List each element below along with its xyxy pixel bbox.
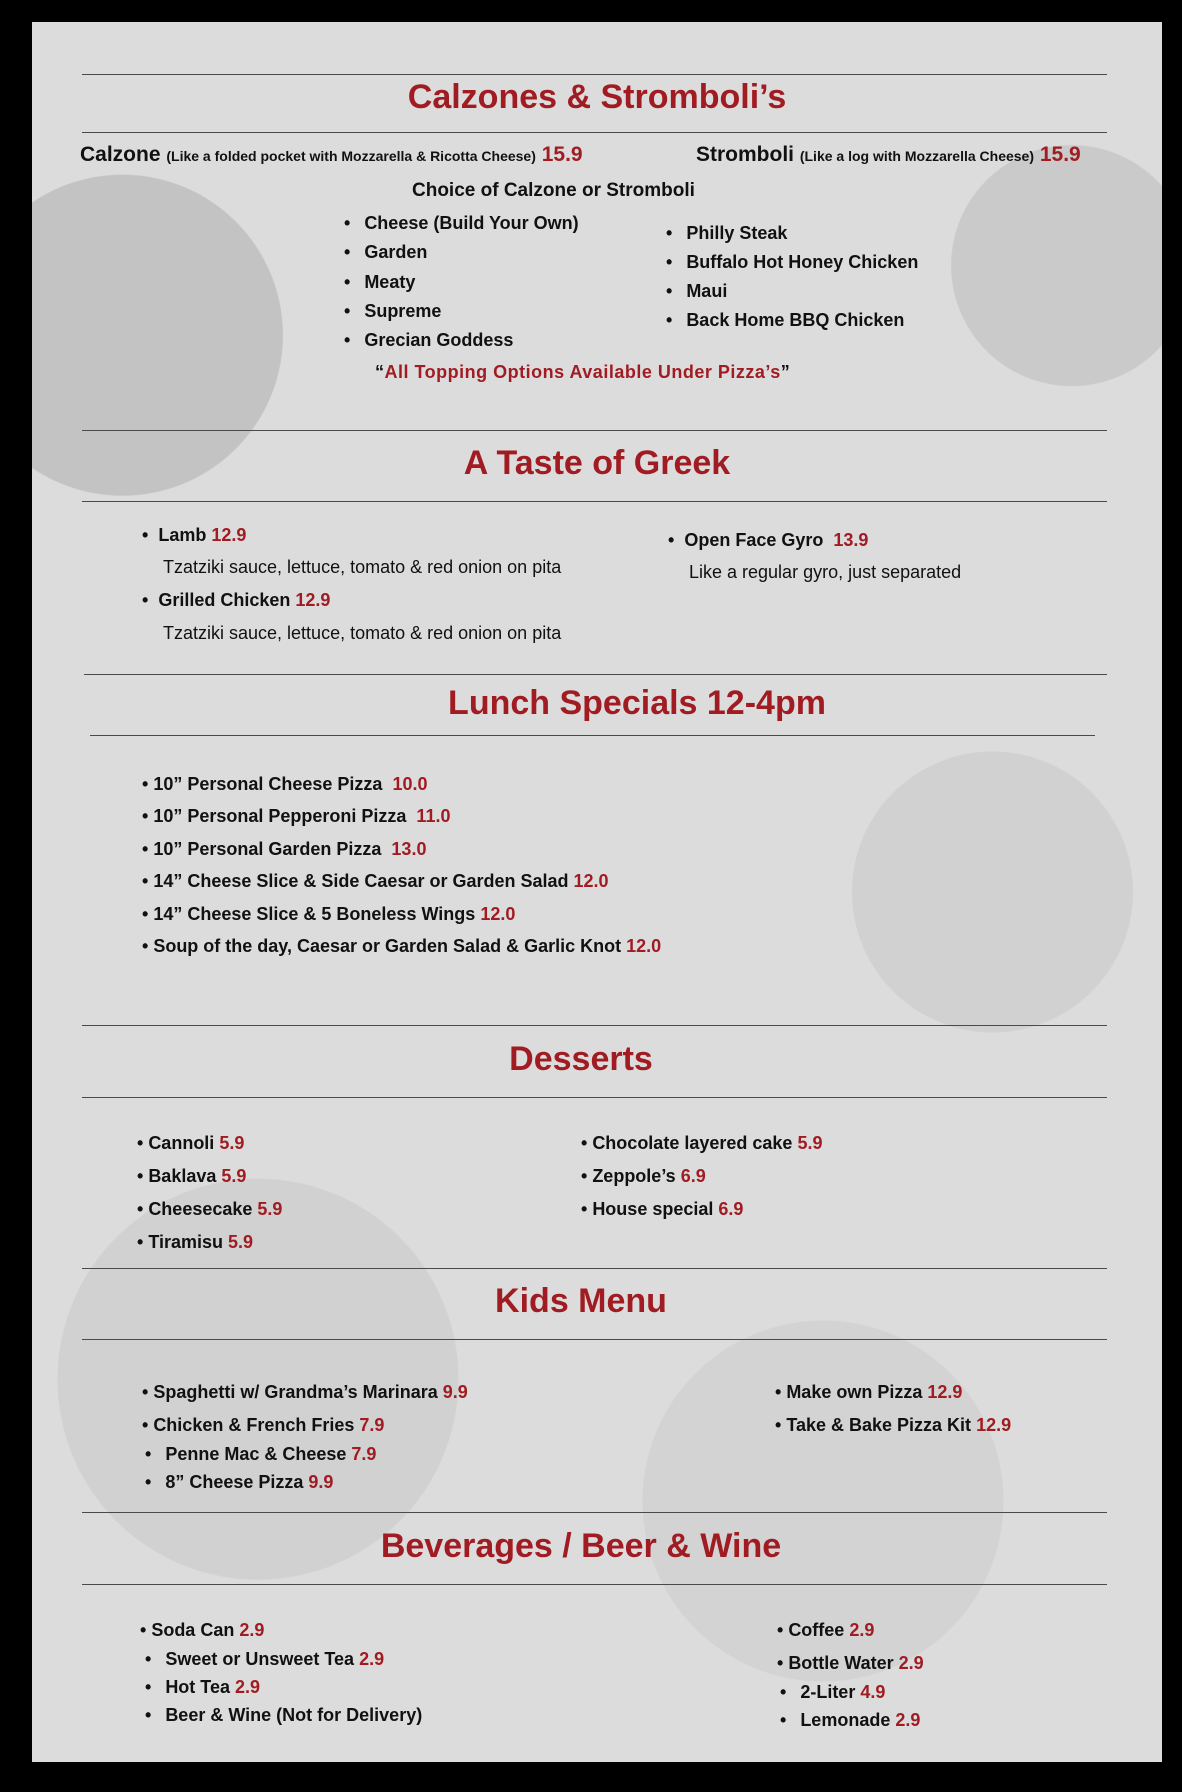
item-price: 6.9 (680, 1166, 706, 1186)
divider (82, 1339, 1107, 1340)
greek-item (142, 590, 330, 611)
calzone-option: • Supreme (344, 301, 441, 322)
menu-page (32, 22, 1162, 1762)
item-name: Cheesecake (148, 1199, 253, 1219)
item-name: 14” Cheese Slice & 5 Boneless Wings (153, 904, 476, 924)
item-name: 10” Personal Pepperoni Pizza (153, 806, 407, 826)
section-title-lunch: Lunch Specials 12-4pm (448, 684, 826, 722)
calzone-option: • Philly Steak (666, 223, 787, 244)
item-price: 2.9 (898, 1653, 924, 1673)
item-name: 10” Personal Garden Pizza (153, 839, 382, 859)
item-price: 9.9 (442, 1382, 468, 1402)
lunch-item (142, 904, 515, 925)
item-name: Beer & Wine (Not for Delivery) (165, 1705, 423, 1725)
divider (82, 132, 1107, 133)
beverage-item (780, 1710, 920, 1731)
item-name: Penne Mac & Cheese (165, 1444, 347, 1464)
dessert-item (581, 1166, 706, 1187)
item-name: Baklava (148, 1166, 217, 1186)
divider (82, 1584, 1107, 1585)
item-name: Soda Can (151, 1620, 235, 1640)
item-price: 10.0 (392, 774, 428, 794)
divider (82, 74, 1107, 75)
item-price: 12.0 (480, 904, 516, 924)
divider (90, 735, 1095, 736)
dessert-item (137, 1166, 246, 1187)
kids-item (775, 1382, 962, 1403)
section-title-calzones: Calzones & Stromboli’s (407, 78, 787, 116)
calzone-option: • Grecian Goddess (344, 330, 513, 351)
item-price: 5.9 (221, 1166, 247, 1186)
divider (82, 1025, 1107, 1026)
item-name: Zeppole’s (592, 1166, 676, 1186)
greek-item (668, 530, 868, 551)
item-name: Hot Tea (165, 1677, 230, 1697)
item-name: Bottle Water (788, 1653, 894, 1673)
item-price: 11.0 (416, 806, 451, 826)
item-name: Tiramisu (148, 1232, 224, 1252)
item-price: 2.9 (895, 1710, 921, 1730)
kids-item (145, 1472, 333, 1493)
kids-item (142, 1382, 468, 1403)
calzone-option: • Garden (344, 242, 427, 263)
calzone-option: • Buffalo Hot Honey Chicken (666, 252, 918, 273)
divider (82, 1268, 1107, 1269)
item-name: Lamb (158, 525, 207, 545)
lunch-item (142, 871, 609, 892)
divider (82, 501, 1107, 502)
divider (82, 430, 1107, 431)
item-price: 2.9 (235, 1677, 261, 1697)
stromboli-name: Stromboli (696, 143, 794, 166)
dessert-item (137, 1199, 282, 1220)
calzone-note: (Like a folded pocket with Mozzarella & Ricotta Cheese) (166, 148, 536, 164)
item-price: 12.0 (626, 936, 662, 956)
item-name: Sweet or Unsweet Tea (165, 1649, 355, 1669)
item-price: 6.9 (718, 1199, 744, 1219)
stromboli-price: 15.9 (1039, 143, 1081, 166)
item-price: 2.9 (239, 1620, 265, 1640)
toppings-note (375, 362, 790, 383)
item-price: 9.9 (308, 1472, 334, 1492)
item-price: 2.9 (849, 1620, 875, 1640)
section-title-kids: Kids Menu (495, 1282, 667, 1320)
lunch-item (142, 936, 661, 957)
item-name: 8” Cheese Pizza (165, 1472, 304, 1492)
calzone-option: • Back Home BBQ Chicken (666, 310, 904, 331)
beverage-item (145, 1677, 260, 1698)
item-name: 14” Cheese Slice & Side Caesar or Garden Salad (153, 871, 569, 891)
calzone-choice-heading: Choice of Calzone or Stromboli (412, 180, 695, 201)
quote-close: ” (780, 362, 791, 382)
dessert-item (137, 1232, 253, 1253)
item-price: 13.9 (833, 530, 869, 550)
item-price: 5.9 (228, 1232, 254, 1252)
beverage-item (777, 1620, 874, 1641)
item-name: Spaghetti w/ Grandma’s Marinara (153, 1382, 438, 1402)
item-name: Lemonade (800, 1710, 891, 1730)
stromboli-note: (Like a log with Mozzarella Cheese) (799, 148, 1035, 164)
lunch-item (142, 774, 428, 795)
calzone-price: 15.9 (541, 143, 583, 166)
item-price: 5.9 (257, 1199, 283, 1219)
calzone-option: • Meaty (344, 272, 415, 293)
item-price: 2.9 (359, 1649, 385, 1669)
beverage-item (777, 1653, 924, 1674)
calzone-option: • Maui (666, 281, 727, 302)
item-name: 2-Liter (800, 1682, 856, 1702)
item-description: Like a regular gyro, just separated (689, 562, 962, 582)
item-name: Cannoli (148, 1133, 215, 1153)
item-name: Grilled Chicken (158, 590, 291, 610)
item-price: 12.9 (927, 1382, 963, 1402)
item-price: 5.9 (797, 1133, 823, 1153)
item-price: 12.9 (295, 590, 331, 610)
beverage-item (145, 1705, 422, 1726)
item-name: Chicken & French Fries (153, 1415, 355, 1435)
item-price: 13.0 (391, 839, 427, 859)
divider (82, 1512, 1107, 1513)
item-name: Coffee (788, 1620, 845, 1640)
beverage-item (780, 1682, 885, 1703)
section-title-greek: A Taste of Greek (463, 444, 731, 482)
toppings-note-text: All Topping Options Available Under Pizza’s (384, 362, 781, 382)
item-price: 5.9 (219, 1133, 245, 1153)
dessert-item (581, 1199, 743, 1220)
divider (84, 674, 1107, 675)
calzone-name: Calzone (80, 143, 161, 166)
beverage-item (140, 1620, 264, 1641)
stromboli-item (696, 143, 1081, 167)
dessert-item (137, 1133, 244, 1154)
item-price: 4.9 (860, 1682, 886, 1702)
calzone-item (80, 143, 583, 167)
kids-item (145, 1444, 376, 1465)
greek-item (142, 525, 246, 546)
section-title-beverages: Beverages / Beer & Wine (380, 1527, 782, 1565)
quote-open: “ (375, 362, 385, 382)
item-name: Take & Bake Pizza Kit (786, 1415, 972, 1435)
lunch-item (142, 839, 426, 860)
item-price: 12.9 (976, 1415, 1012, 1435)
item-name: Chocolate layered cake (592, 1133, 793, 1153)
lunch-item (142, 806, 450, 827)
section-title-desserts: Desserts (509, 1040, 653, 1078)
item-price: 7.9 (351, 1444, 377, 1464)
item-description: Tzatziki sauce, lettuce, tomato & red onion on pita (163, 623, 562, 643)
item-name: House special (592, 1199, 714, 1219)
item-name: Soup of the day, Caesar or Garden Salad & Garlic Knot (153, 936, 622, 956)
beverage-item (145, 1649, 384, 1670)
item-price: 12.9 (211, 525, 247, 545)
item-name: Make own Pizza (786, 1382, 923, 1402)
item-price: 7.9 (359, 1415, 385, 1435)
item-price: 12.0 (573, 871, 609, 891)
item-name: 10” Personal Cheese Pizza (153, 774, 383, 794)
divider (82, 1097, 1107, 1098)
calzone-option: • Cheese (Build Your Own) (344, 213, 579, 234)
item-name: Open Face Gyro (684, 530, 824, 550)
dessert-item (581, 1133, 822, 1154)
item-description: Tzatziki sauce, lettuce, tomato & red onion on pita (163, 557, 562, 577)
kids-item (142, 1415, 384, 1436)
kids-item (775, 1415, 1011, 1436)
